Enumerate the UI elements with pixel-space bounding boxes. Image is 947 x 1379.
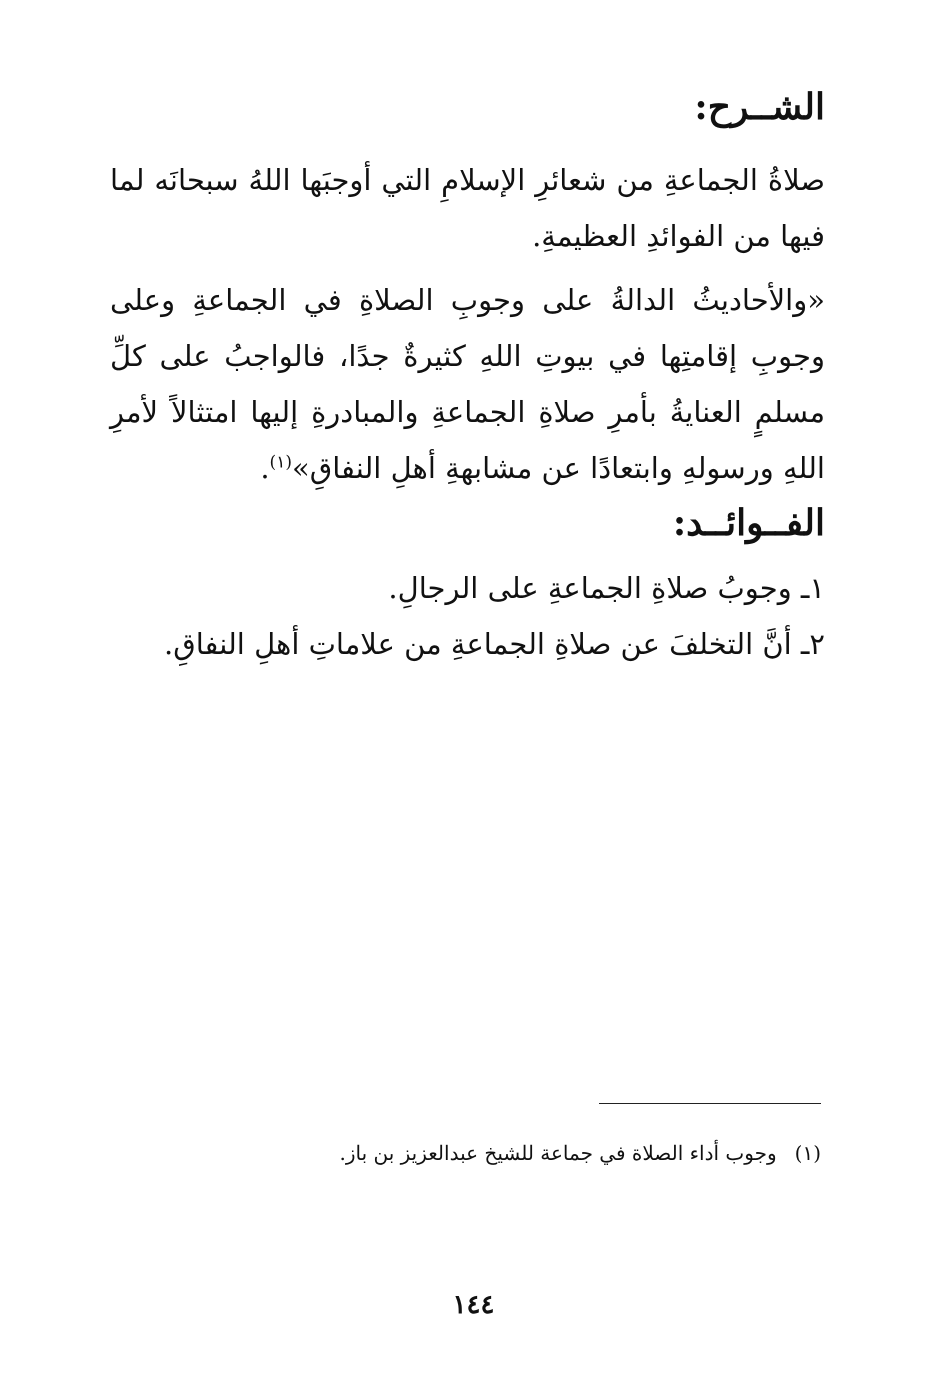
- page-number: ١٤٤: [452, 1290, 495, 1320]
- benefits-list: [110, 560, 825, 672]
- footnote-text: وجوب أداء الصلاة في جماعة للشيخ عبدالعزيز بن باز.: [339, 1141, 777, 1165]
- quote-end-period: .: [260, 451, 270, 485]
- heading-explanation: الشــرح:: [694, 86, 825, 128]
- heading-benefits: الفــوائــد:: [672, 502, 825, 544]
- paragraph-intro: صلاةُ الجماعةِ من شعائرِ الإسلامِ التي أوجبَها اللهُ سبحانَه لما فيها من الفوائدِ العظيمةِ.: [110, 163, 825, 253]
- footnote-reference[interactable]: (١): [269, 452, 292, 473]
- footnote: [339, 1138, 821, 1168]
- benefit-item: ١ـ وجوبُ صلاةِ الجماعةِ على الرجالِ.: [388, 571, 825, 605]
- quote-text: «والأحاديثُ الدالةُ على وجوبِ الصلاةِ في الجماعةِ وعلى وجوبِ إقامتِها في بيوتِ اللهِ كثيرةٌ جدًا، فالواجبُ على كلِّ مسلمٍ العنايةُ بأمرِ صلاةِ الجماعةِ والمبادرةِ إليها امتثالاً لأمرِ اللهِ ورسولهِ وابتعادًا عن مشابهةِ أهلِ النفاقِ»: [110, 283, 825, 485]
- paragraph-quote: [110, 272, 825, 496]
- benefit-item: ٢ـ أنَّ التخلفَ عن صلاةِ الجماعةِ من علاماتِ أهلِ النفاقِ.: [163, 627, 825, 661]
- footnote-divider: [599, 1103, 821, 1104]
- footnote-number: (١): [794, 1141, 821, 1165]
